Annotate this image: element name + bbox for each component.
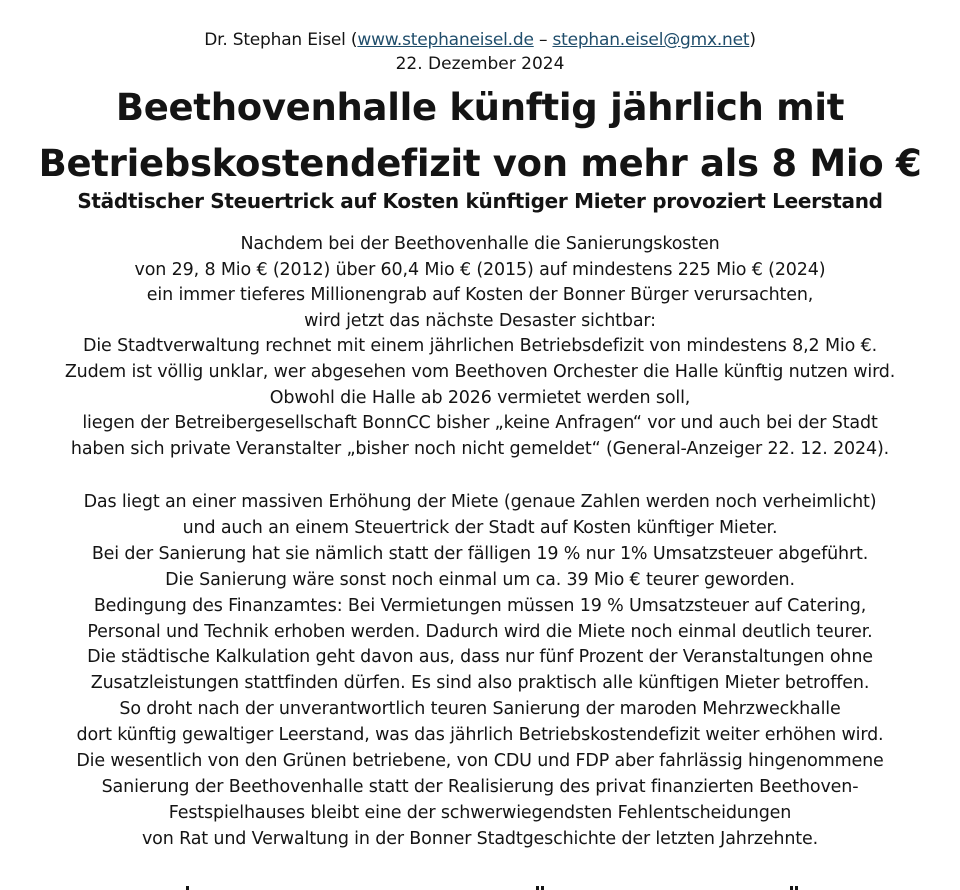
text-fragment [536,886,539,890]
paragraph-line: Die Stadtverwaltung rechnet mit einem jährlichen Betriebsdefizit von mindestens 8,2 Mio €. [83,336,877,357]
paragraph-line: ein immer tieferes Millionengrab auf Kosten der Bonner Bürger verursachten, [146,285,814,306]
paragraph-line: Sanierung der Beethovenhalle statt der Realisierung des privat finanzierten Beethoven- [101,776,859,797]
author-suffix: ) [749,30,756,50]
paragraph-line: Obwohl die Halle ab 2026 vermietet werden soll, [269,387,691,408]
paragraph-line: dort künftig gewaltiger Leerstand, was das jährlich Betriebskostendefizit weiter erhöhen wird. [76,725,884,746]
paragraph-line: Zudem ist völlig unklar, wer abgesehen vom Beethoven Orchester die Halle künftig nutzen wird. [64,361,896,382]
text-fragment [186,886,189,890]
paragraph-line: Die wesentlich von den Grünen betriebene, von CDU und FDP aber fahrlässig hingenommene [76,751,884,772]
paragraph-line: von Rat und Verwaltung in der Bonner Stadtgeschichte der letzten Jahrzehnte. [141,828,819,849]
author-line [0,30,960,50]
cropped-next-line [0,880,960,890]
paragraph-line: Die Sanierung wäre sonst noch einmal um ca. 39 Mio € teurer geworden. [165,569,795,590]
title-line-1: Beethovenhalle künftig jährlich mit [115,86,845,129]
paragraph-1 [0,232,960,462]
document-subtitle: Städtischer Steuertrick auf Kosten künftiger Mieter provoziert Leerstand [77,189,883,213]
document-date: 22. Dezember 2024 [395,54,565,74]
paragraph-line: Das liegt an einer massiven Erhöhung der Miete (genaue Zahlen werden noch verheimlicht) [83,492,877,512]
paragraph-line: von 29, 8 Mio € (2012) über 60,4 Mio € (2015) auf mindestens 225 Mio € (2024) [134,259,826,280]
paragraph-line: Bedingung des Finanzamtes: Bei Vermietungen müssen 19 % Umsatzsteuer auf Catering, [93,595,867,616]
paragraph-2 [0,490,960,853]
paragraph-line: Festspielhauses bleibt eine der schwerwiegendsten Fehlentscheidungen [168,802,792,823]
title-line-2: Betriebskostendefizit von mehr als 8 Mio € [38,142,922,185]
author-separator: – [533,30,553,50]
paragraph-line: So droht nach der unverantwortlich teuren Sanierung der maroden Mehrzweckhalle [119,699,841,720]
paragraph-line: Bei der Sanierung hat sie nämlich statt der fälligen 19 % nur 1% Umsatzsteuer abgeführt. [91,543,869,564]
email-link[interactable]: stephan.eisel@gmx.net [552,30,750,50]
document-title [0,80,960,192]
paragraph-line: Personal und Technik erhoben werden. Dadurch wird die Miete noch einmal deutlich teurer. [87,621,873,642]
text-fragment [541,886,544,890]
paragraph-line: Nachdem bei der Beethovenhalle die Sanierungskosten [240,234,720,254]
website-link[interactable]: www.stephaneisel.de [357,30,534,50]
text-fragment [790,886,793,890]
paragraph-line: liegen der Betreibergesellschaft BonnCC bisher „keine Anfragen“ vor und auch bei der Stadt [82,413,878,434]
paragraph-line: Zusatzleistungen stattfinden dürfen. Es sind also praktisch alle künftigen Mieter betroffen. [90,673,870,694]
text-fragment [795,886,798,890]
paragraph-line: haben sich private Veranstalter „bisher noch nicht gemeldet“ (General-Anzeiger 22. 12. 2024). [70,438,890,459]
author-prefix: Dr. Stephan Eisel ( [204,30,358,50]
paragraph-line: und auch an einem Steuertrick der Stadt auf Kosten künftiger Mieter. [182,517,778,538]
paragraph-line: Die städtische Kalkulation geht davon aus, dass nur fünf Prozent der Veranstaltungen ohne [87,647,873,668]
paragraph-line: wird jetzt das nächste Desaster sichtbar: [304,310,656,331]
